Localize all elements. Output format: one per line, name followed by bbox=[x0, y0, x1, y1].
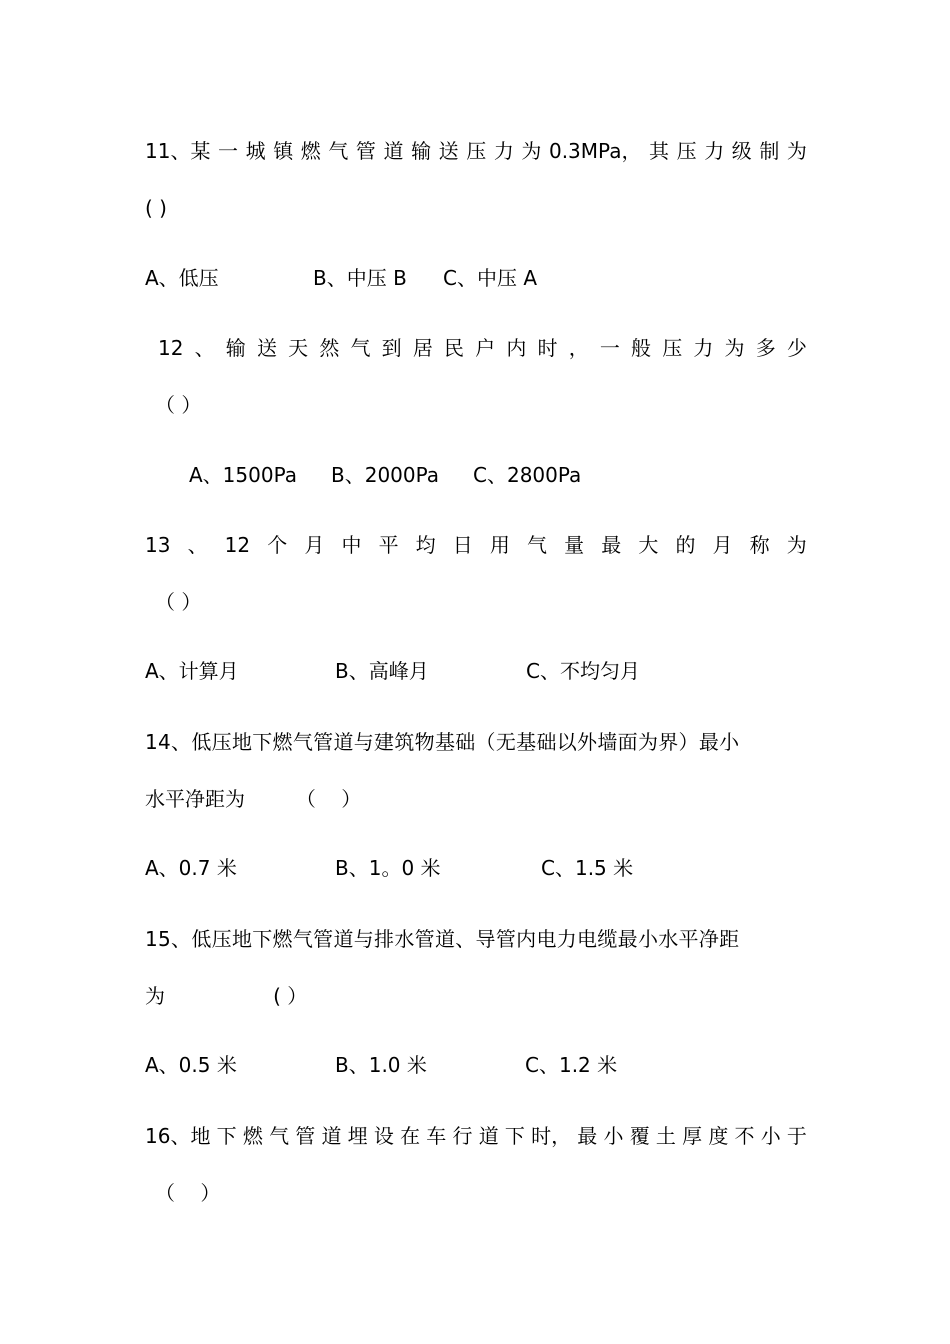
text-segment: 压 bbox=[676, 139, 697, 163]
text-segment: 小 bbox=[603, 1124, 624, 1148]
text-segment: 输 bbox=[411, 139, 432, 163]
question-13-blank: （ ） bbox=[155, 590, 202, 614]
option-c: C、2800Pa bbox=[473, 463, 582, 487]
text-segment: 月 bbox=[712, 533, 733, 557]
text-segment: 下 bbox=[216, 1124, 237, 1148]
option-a: A、低压 bbox=[145, 266, 219, 290]
text-segment: 居 bbox=[412, 336, 433, 360]
option-b: B、高峰月 bbox=[335, 659, 429, 683]
text-segment: 管 bbox=[355, 139, 376, 163]
question-16-blank: （ ） bbox=[155, 1181, 221, 1205]
text-segment: 到 bbox=[381, 336, 402, 360]
text-segment: 厚 bbox=[682, 1124, 703, 1148]
question-11-blank: ( ) bbox=[145, 196, 167, 220]
text-segment: ， bbox=[568, 336, 589, 360]
text-segment: 用 bbox=[489, 533, 510, 557]
text-segment: 12 bbox=[224, 533, 251, 557]
option-b: B、中压 B bbox=[313, 266, 407, 290]
question-14-blank: 水平净距为 （ ） bbox=[145, 787, 362, 811]
text-segment: 压 bbox=[466, 139, 487, 163]
option-c: C、1.5 米 bbox=[541, 856, 634, 880]
text-segment: 日 bbox=[452, 533, 473, 557]
option-b: B、1.0 米 bbox=[335, 1053, 427, 1077]
text-segment: 力 bbox=[493, 139, 514, 163]
text-segment: 11、某 bbox=[145, 139, 211, 163]
text-segment: 在 bbox=[400, 1124, 421, 1148]
text-segment: 道 bbox=[383, 139, 404, 163]
text-segment: 般 bbox=[631, 336, 652, 360]
text-segment: 然 bbox=[319, 336, 340, 360]
text-segment: 12 bbox=[158, 336, 184, 360]
question-15-text: 15、低压地下燃气管道与排水管道、导管内电力电缆最小水平净距 bbox=[145, 927, 740, 951]
text-segment: 土 bbox=[655, 1124, 676, 1148]
text-segment: 称 bbox=[749, 533, 770, 557]
text-segment: 气 bbox=[527, 533, 547, 557]
text-segment: 大 bbox=[638, 533, 659, 557]
text-segment: 均 bbox=[415, 533, 436, 557]
question-13-text bbox=[145, 531, 807, 559]
text-segment: 送 bbox=[256, 336, 277, 360]
text-segment: 16、地 bbox=[145, 1124, 211, 1148]
text-segment: 燃 bbox=[300, 139, 321, 163]
text-segment: 少 bbox=[786, 336, 807, 360]
text-segment: 气 bbox=[350, 336, 371, 360]
text-segment: 气 bbox=[328, 139, 349, 163]
text-segment: 民 bbox=[444, 336, 464, 360]
text-segment: 道 bbox=[321, 1124, 342, 1148]
option-c: C、1.2 米 bbox=[525, 1053, 618, 1077]
text-segment: 小 bbox=[760, 1124, 781, 1148]
text-segment: 时， bbox=[531, 1124, 572, 1148]
text-segment: 制 bbox=[759, 139, 780, 163]
text-segment: 一 bbox=[599, 336, 620, 360]
text-segment: 多 bbox=[755, 336, 776, 360]
option-b: B、1。0 米 bbox=[335, 856, 441, 880]
text-segment: 月 bbox=[304, 533, 325, 557]
question-12-blank: （ ） bbox=[155, 393, 202, 417]
text-segment: 行 bbox=[452, 1124, 473, 1148]
text-segment: 送 bbox=[438, 139, 459, 163]
text-segment: 为 bbox=[521, 139, 542, 163]
text-segment: 的 bbox=[675, 533, 696, 557]
text-segment: 平 bbox=[378, 533, 399, 557]
text-segment: 其 bbox=[649, 139, 670, 163]
text-segment: 0.3MPa， bbox=[548, 139, 642, 163]
text-segment: 埋 bbox=[347, 1124, 368, 1148]
text-segment: 内 bbox=[506, 336, 527, 360]
text-segment: 度 bbox=[708, 1124, 729, 1148]
question-16-text bbox=[145, 1122, 807, 1150]
option-a: A、0.7 米 bbox=[145, 856, 237, 880]
text-segment: 、 bbox=[187, 533, 208, 557]
question-14-text: 14、低压地下燃气管道与建筑物基础（无基础以外墙面为界）最小 bbox=[145, 730, 740, 754]
text-segment: 量 bbox=[564, 533, 585, 557]
text-segment: 不 bbox=[734, 1124, 755, 1148]
text-segment: 、 bbox=[194, 336, 215, 360]
text-segment: 最 bbox=[577, 1124, 598, 1148]
text-segment: 13 bbox=[145, 533, 171, 557]
option-a: A、1500Pa bbox=[189, 463, 297, 487]
text-segment: 为 bbox=[724, 336, 745, 360]
text-segment: 镇 bbox=[273, 139, 294, 163]
text-segment: 道 bbox=[478, 1124, 499, 1148]
question-11-text bbox=[145, 137, 807, 165]
text-segment: 下 bbox=[504, 1124, 525, 1148]
option-c: C、不均匀月 bbox=[526, 659, 640, 683]
text-segment: 时 bbox=[537, 336, 558, 360]
text-segment: 为 bbox=[786, 533, 807, 557]
text-segment: 于 bbox=[786, 1124, 807, 1148]
question-12-text bbox=[158, 334, 807, 362]
text-segment: 天 bbox=[288, 336, 309, 360]
text-segment: 一 bbox=[218, 139, 239, 163]
text-segment: 输 bbox=[225, 336, 246, 360]
text-segment: 为 bbox=[786, 139, 807, 163]
text-segment: 城 bbox=[245, 139, 266, 163]
text-segment: 级 bbox=[731, 139, 752, 163]
text-segment: 管 bbox=[295, 1124, 316, 1148]
text-segment: 最 bbox=[601, 533, 622, 557]
text-segment: 户 bbox=[475, 336, 496, 360]
option-b: B、2000Pa bbox=[331, 463, 440, 487]
option-a: A、计算月 bbox=[145, 659, 239, 683]
option-c: C、中压 A bbox=[443, 266, 538, 290]
text-segment: 力 bbox=[693, 336, 714, 360]
text-segment: 覆 bbox=[629, 1124, 650, 1148]
question-15-blank: 为 ( ） bbox=[145, 984, 308, 1008]
text-segment: 个 bbox=[267, 533, 288, 557]
text-segment: 燃 bbox=[242, 1124, 263, 1148]
text-segment: 车 bbox=[426, 1124, 447, 1148]
option-a: A、0.5 米 bbox=[145, 1053, 237, 1077]
text-segment: 力 bbox=[704, 139, 725, 163]
text-segment: 气 bbox=[269, 1124, 290, 1148]
text-segment: 中 bbox=[341, 533, 362, 557]
text-segment: 压 bbox=[662, 336, 683, 360]
text-segment: 设 bbox=[373, 1124, 394, 1148]
